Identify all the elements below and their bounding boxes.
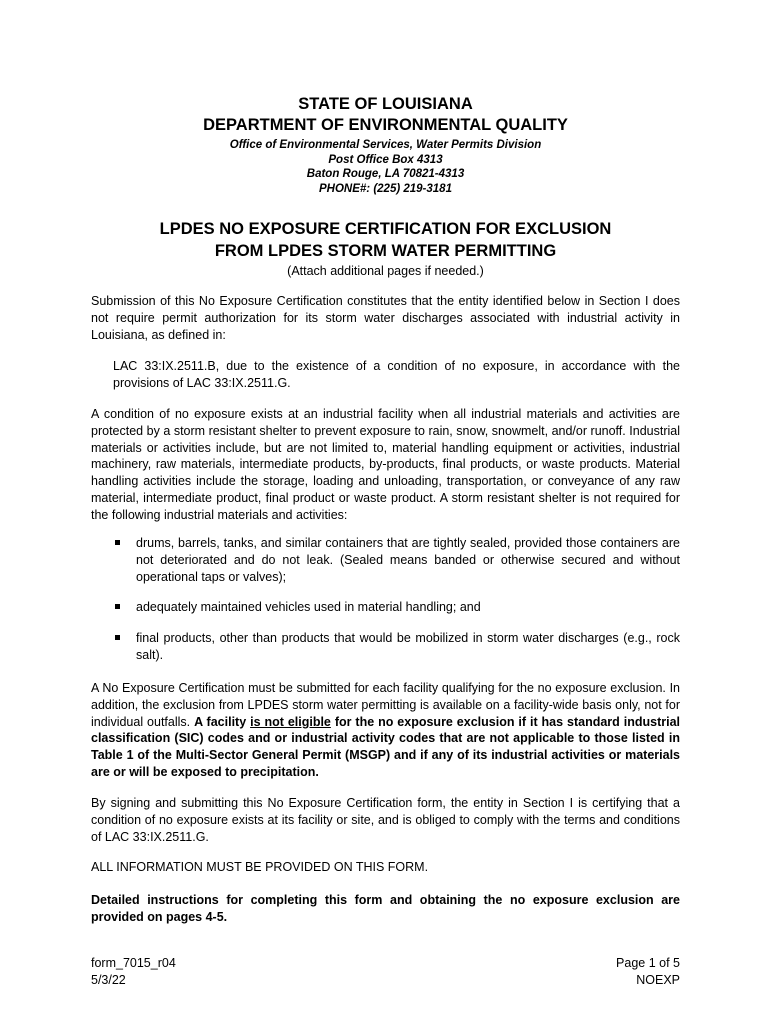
list-item [91,630,680,664]
list-item-text: adequately maintained vehicles used in material handling; and [136,600,481,615]
all-info-notice [91,859,680,876]
certification-bold-a: A facility [194,714,251,729]
list-item-text: final products, other than products that would be mobilized in storm water discharges (e.g., rock salt). [136,631,680,662]
department-name: DEPARTMENT OF ENVIRONMENTAL QUALITY [203,116,568,134]
list-item [91,599,680,616]
footer-right [616,955,680,989]
instructions-notice [91,892,680,926]
lac-reference [91,358,680,392]
form-code: NOEXP [636,972,680,987]
not-eligible-emphasis: is not eligible [250,714,331,729]
bullet-icon [115,540,120,545]
lac-text: LAC 33:IX.2511.B, due to the existence of a condition of no exposure, in accordance with the provisions of LAC 33:IX.2511.G. [113,359,680,390]
footer-left [91,955,176,989]
agency-header [91,94,680,196]
title-line-2: FROM LPDES STORM WATER PERMITTING [214,242,557,260]
signing-paragraph [91,795,680,845]
submission-paragraph [91,293,680,343]
list-item [91,535,680,585]
city-address: Baton Rouge, LA 70821-4313 [306,168,465,180]
certification-plain: A No Exposure Certification must be submitted for each facility qualifying for the no exposure exclusion. In addition, the exclusion from LPDES storm water permitting is available on a facility-wide basis only, not for individual outfalls. [91,681,680,729]
po-box: Post Office Box 4313 [328,153,443,166]
attach-note: (Attach additional pages if needed.) [287,264,484,278]
exemption-list [91,535,680,664]
bullet-icon [115,604,120,609]
certification-paragraph [91,680,680,781]
list-item-text: drums, barrels, tanks, and similar containers that are tightly sealed, provided those containers are not deteriorated and do not leak. (Sealed means banded or otherwise secured and without operational taps or valves); [136,536,680,584]
form-date: 5/3/22 [91,972,126,987]
phone-number: PHONE#: (225) 219-3181 [319,182,452,195]
form-title [91,218,680,279]
all-info-text: ALL INFORMATION MUST BE PROVIDED ON THIS FORM. [91,860,429,874]
title-line-1: LPDES NO EXPOSURE CERTIFICATION FOR EXCLUSION [159,220,612,238]
page-number: Page 1 of 5 [616,956,680,970]
bullet-icon [115,635,120,640]
office-name: Office of Environmental Services, Water Permits Division [229,139,542,151]
state-name: STATE OF LOUISIANA [298,95,473,113]
submission-text: Submission of this No Exposure Certification constitutes that the entity identified below in Section I does not require permit authorization for its storm water discharges associated with industrial activity in Louisiana, as defined in: [91,294,680,342]
form-id: form_7015_r04 [91,956,176,970]
certification-text [91,680,680,781]
condition-text: A condition of no exposure exists at an industrial facility when all industrial materials and activities are protected by a storm resistant shelter to prevent exposure to rain, snow, snowmelt, and/or runoff. Industrial materials or activities include, but are not limited to, material handling equipment or activities, industrial machinery, raw materials, intermediate products, by-products, final products, or waste products. Material handling activities include the storage, loading and unloading, transportation, or conveyance of any raw material, intermediate product, final product or waste product. A storm resistant shelter is not required for the following industrial materials and activities: [91,407,680,522]
instructions-text: Detailed instructions for completing this form and obtaining the no exposure exclusion are provided on pages 4-5. [91,893,680,924]
certification-bold-b: for the no exposure exclusion if it has standard industrial classification (SIC) codes and or industrial activity codes that are not applicable to those listed in Table 1 of the Multi-Sector General Permit (MSGP) and if any of its industrial activities or materials are or will be exposed to precipitation. [91,714,680,779]
condition-paragraph [91,406,680,524]
signing-text: By signing and submitting this No Exposure Certification form, the entity in Section I is certifying that a condition of no exposure exists at its facility or site, and is obliged to comply with the terms and conditions of LAC 33:IX.2511.G. [91,796,680,844]
